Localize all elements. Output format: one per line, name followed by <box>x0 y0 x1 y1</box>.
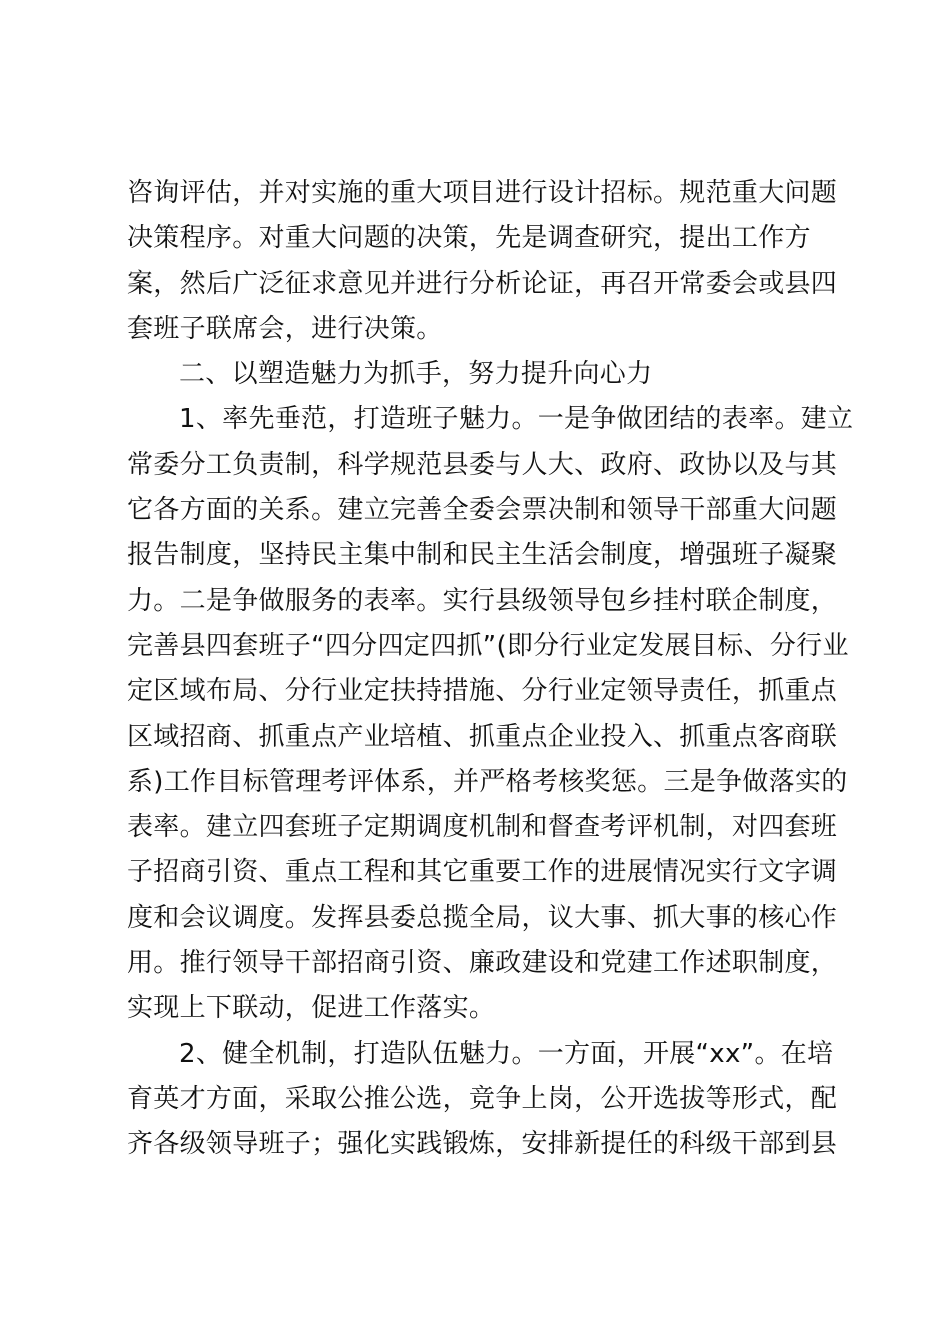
text-line: 完善县四套班子“四分四定四抓”(即分行业定发展目标、分行业 <box>127 630 849 661</box>
document-body <box>127 171 854 1168</box>
text-line: 系)工作目标管理考评体系，并严格考核奖惩。三是争做落实的 <box>127 766 848 797</box>
text-line: 齐各级领导班子；强化实践锻炼，安排新提任的科级干部到县 <box>127 1129 838 1160</box>
text-line: 育英才方面，采取公推公选，竞争上岗，公开选拔等形式，配 <box>127 1083 838 1114</box>
text-line: 度和会议调度。发挥县委总揽全局，议大事、抓大事的核心作 <box>127 902 838 933</box>
paragraph-start: 2、健全机制，打造队伍魅力。一方面，开展“xx”。在培 <box>179 1038 834 1069</box>
section-heading: 二、以塑造魅力为抓手，努力提升向心力 <box>179 359 653 390</box>
text-line: 实现上下联动，促进工作落实。 <box>127 993 496 1024</box>
text-line: 子招商引资、重点工程和其它重要工作的进展情况实行文字调 <box>127 857 838 888</box>
text-line: 力。二是争做服务的表率。实行县级领导包乡挂村联企制度， <box>127 585 838 616</box>
text-line: 案，然后广泛征求意见并进行分析论证，再召开常委会或县四 <box>127 268 838 299</box>
text-line: 用。推行领导干部招商引资、廉政建设和党建工作述职制度， <box>127 948 838 979</box>
text-line: 表率。建立四套班子定期调度机制和督查考评机制，对四套班 <box>127 812 838 843</box>
text-line: 咨询评估，并对实施的重大项目进行设计招标。规范重大问题 <box>127 178 838 208</box>
text-line: 它各方面的关系。建立完善全委会票决制和领导干部重大问题 <box>127 495 838 526</box>
text-line: 定区域布局、分行业定扶持措施、分行业定领导责任，抓重点 <box>127 676 838 707</box>
text-line: 常委分工负责制，科学规范县委与人大、政府、政协以及与其 <box>127 449 838 480</box>
text-line: 决策程序。对重大问题的决策，先是调查研究，提出工作方 <box>127 223 811 254</box>
text-line: 区域招商、抓重点产业培植、抓重点企业投入、抓重点客商联 <box>127 721 838 752</box>
text-line: 套班子联席会，进行决策。 <box>127 313 443 344</box>
text-line: 报告制度，坚持民主集中制和民主生活会制度，增强班子凝聚 <box>127 540 838 571</box>
paragraph-start: 1、率先垂范，打造班子魅力。一是争做团结的表率。建立 <box>179 404 854 435</box>
